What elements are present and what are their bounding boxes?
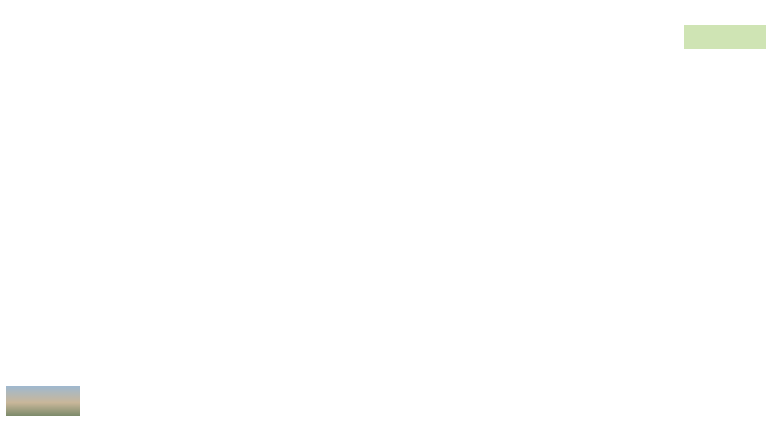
top-district-bar [0, 0, 768, 16]
intro-column [2, 20, 84, 418]
intro-photo [6, 386, 80, 416]
bottom-district-bar [0, 421, 768, 440]
vision-text [684, 25, 766, 29]
vision-box [684, 25, 766, 49]
definitions-column [684, 20, 766, 418]
